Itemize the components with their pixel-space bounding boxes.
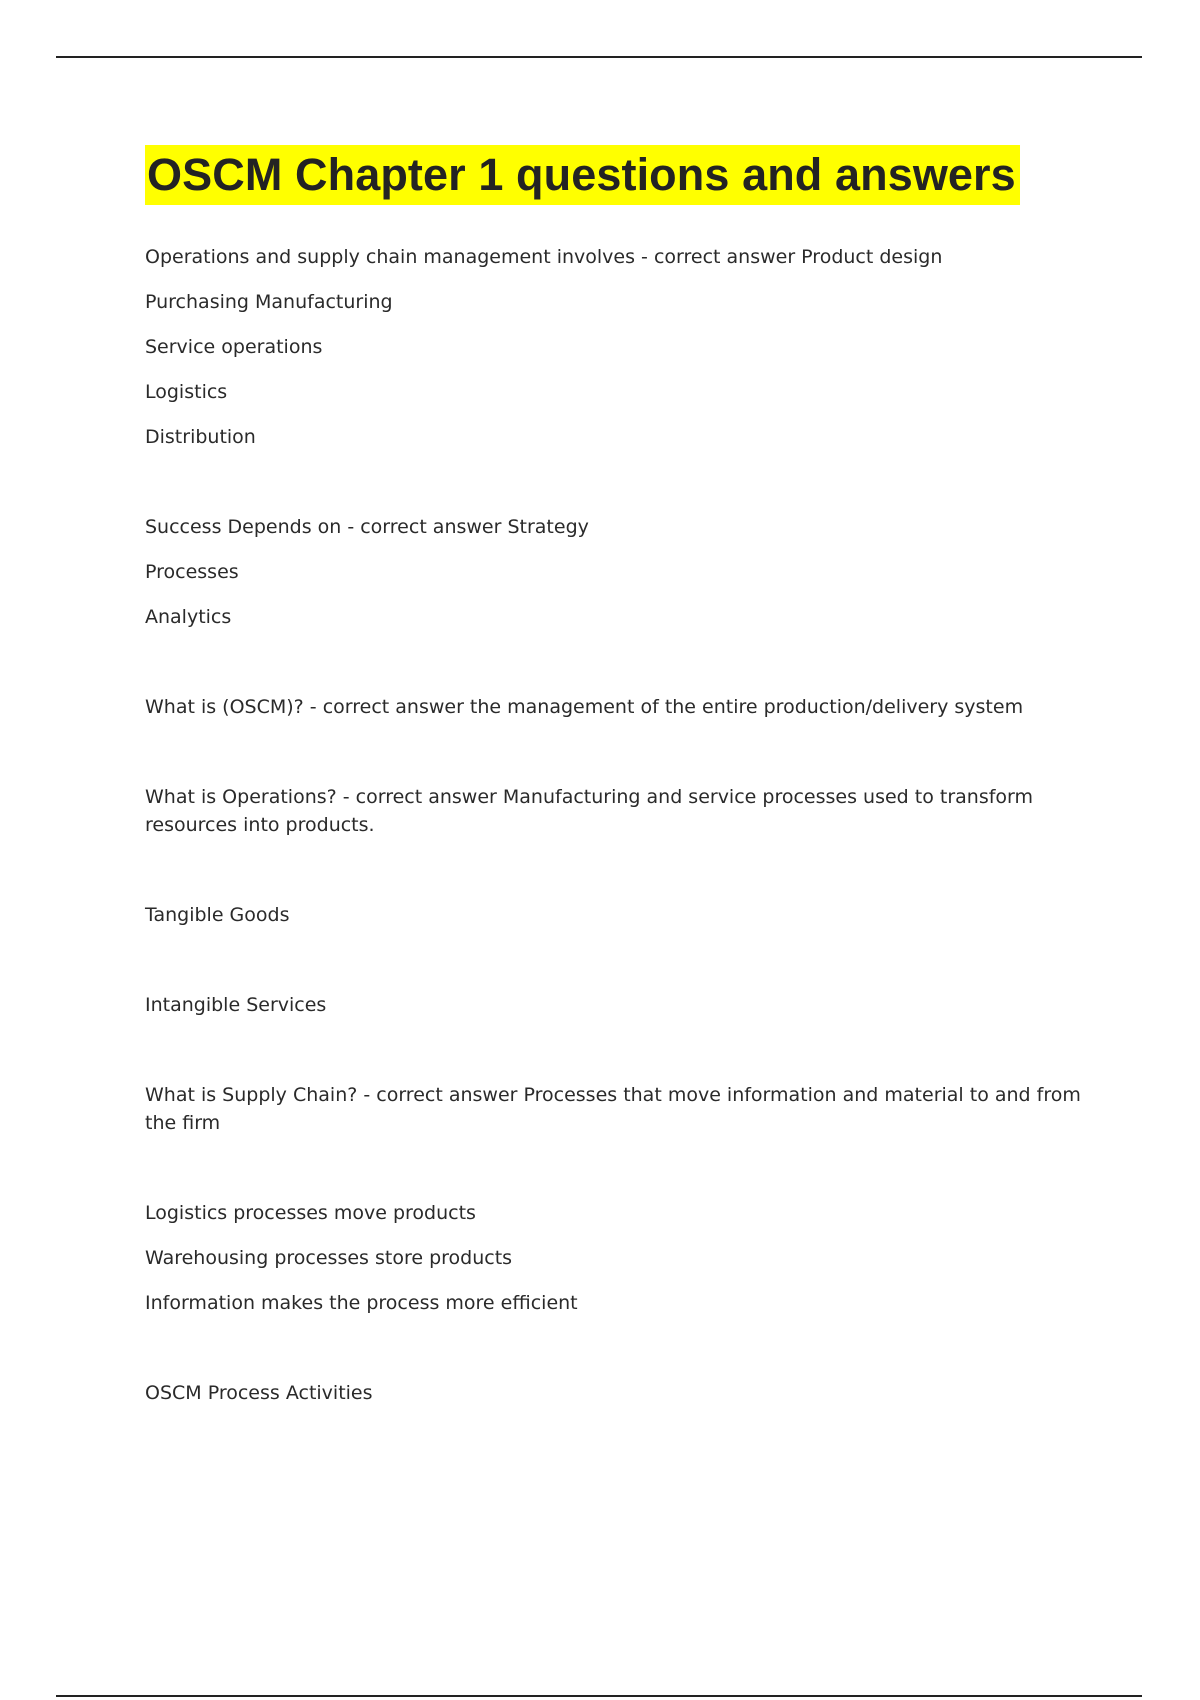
text-line: Distribution [145,426,256,448]
text-line: What is (OSCM)? - correct answer the management of the entire production/delivery system [145,696,1024,718]
text-line: Operations and supply chain management involves - correct answer Product design [145,246,943,268]
bottom-rule [56,1695,1142,1697]
text-line: Information makes the process more efficient [145,1292,578,1314]
text-line: What is Operations? - correct answer Manufacturing and service processes used to transform resources into products. [145,786,1034,836]
text-line: Tangible Goods [145,904,290,926]
text-line: What is Supply Chain? - correct answer Processes that move information and material to and from the firm [145,1084,1081,1134]
text-line: Purchasing Manufacturing [145,291,393,313]
text-line: Warehousing processes store products [145,1247,513,1269]
document-title: OSCM Chapter 1 questions and answers [145,145,1020,205]
text-line: Service operations [145,336,323,358]
text-line: Logistics processes move products [145,1202,476,1224]
text-line: Intangible Services [145,994,327,1016]
document-body [145,243,1095,1407]
top-rule [56,56,1142,58]
document-content [145,145,1095,1407]
text-line: Processes [145,561,239,583]
text-line: OSCM Process Activities [145,1382,373,1404]
text-line: Logistics [145,381,228,403]
text-line: Analytics [145,606,232,628]
text-line: Success Depends on - correct answer Strategy [145,516,589,538]
